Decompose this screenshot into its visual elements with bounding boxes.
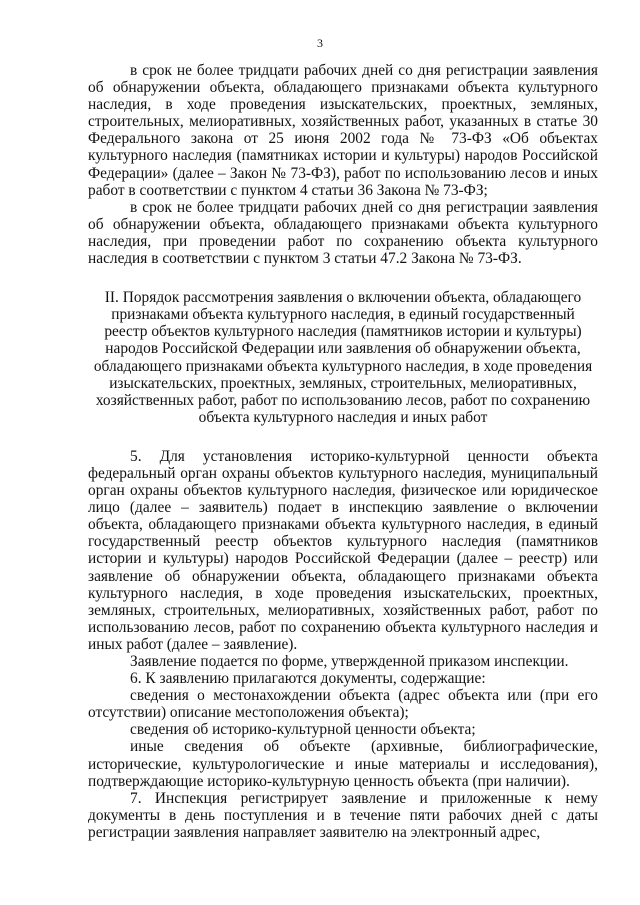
- paragraph-deadline-1: в срок не более тридцати рабочих дней со дня регистрации заявления об обнаружении объекта, обладающего признаками объекта культурного наследия, в ходе проведения изыскательских, проектных, земляных, строительных, мелиоративных, хозяйственных работ, указанных в статье 30 Федерального закона от 25 июня 2002 года № 73-ФЗ «Об объектах культурного наследия (памятниках истории и культуры) народов Российской Федерации» (далее – Закон № 73-ФЗ), работ по использованию лесов и иных работ в соответствии с пунктом 4 статьи 36 Закона № 73-ФЗ;: [88, 62, 598, 199]
- paragraph-6-value: сведения об историко-культурной ценности объекта;: [130, 721, 476, 739]
- section-heading: II. Порядок рассмотрения заявления о включении объекта, обладающего признаками объекта культурного наследия, в единый государственный реестр объектов культурного наследия (памятников истории и культуры) народов Российской Федерации или заявления об обнаружении объекта, обладающего признаками объекта культурного наследия, в ходе проведения изыскательских, проектных, земляных, строительных, мелиоративных, хозяйственных работ, работ по использованию лесов, работ по сохранению объекта культурного наследия и иных работ: [93, 289, 593, 426]
- page-number: 3: [317, 36, 323, 50]
- paragraph-6-location: сведения о местонахождении объекта (адрес объекта или (при его отсутствии) описание местоположения объекта);: [88, 687, 598, 722]
- paragraph-5: 5. Для установления историко-культурной ценности объекта федеральный орган охраны объектов культурного наследия, муниципальный орган охраны объектов культурного наследия, физическое или юридическое лицо (далее – заявитель) подает в инспекцию заявление о включении объекта, обладающего признаками объекта культурного наследия, в единый государственный реестр объектов культурного наследия (памятников истории и культуры) народов Российской Федерации (далее – реестр) или заявление об обнаружении объекта, обладающего признаками объекта культурного наследия, в ходе проведения изыскательских, проектных, земляных, строительных, мелиоративных, хозяйственных работ, работ по использованию лесов, работ по сохранению объекта культурного наследия и иных работ (далее – заявление).: [88, 447, 598, 653]
- paragraph-form: Заявление подается по форме, утвержденной приказом инспекции.: [130, 653, 569, 670]
- paragraph-6-other: иные сведения об объекте (архивные, библиографические, исторические, культурологические и иные материалы и исследования), подтверждающие историко-культурную ценность объекта (при наличии).: [88, 738, 598, 790]
- paragraph-deadline-2: в срок не более тридцати рабочих дней со дня регистрации заявления об обнаружении объекта, обладающего признаками объекта культурного наследия, при проведении работ по сохранению объекта культурного наследия в соответствии с пунктом 3 статьи 47.2 Закона № 73-ФЗ.: [88, 198, 598, 268]
- document-body: [88, 62, 598, 841]
- paragraph-7: 7. Инспекция регистрирует заявление и приложенные к нему документы в день поступления и в течение пяти рабочих дней с даты регистрации заявления направляет заявителю на электронный адрес,: [88, 789, 598, 841]
- paragraph-6: 6. К заявлению прилагаются документы, содержащие:: [130, 670, 486, 688]
